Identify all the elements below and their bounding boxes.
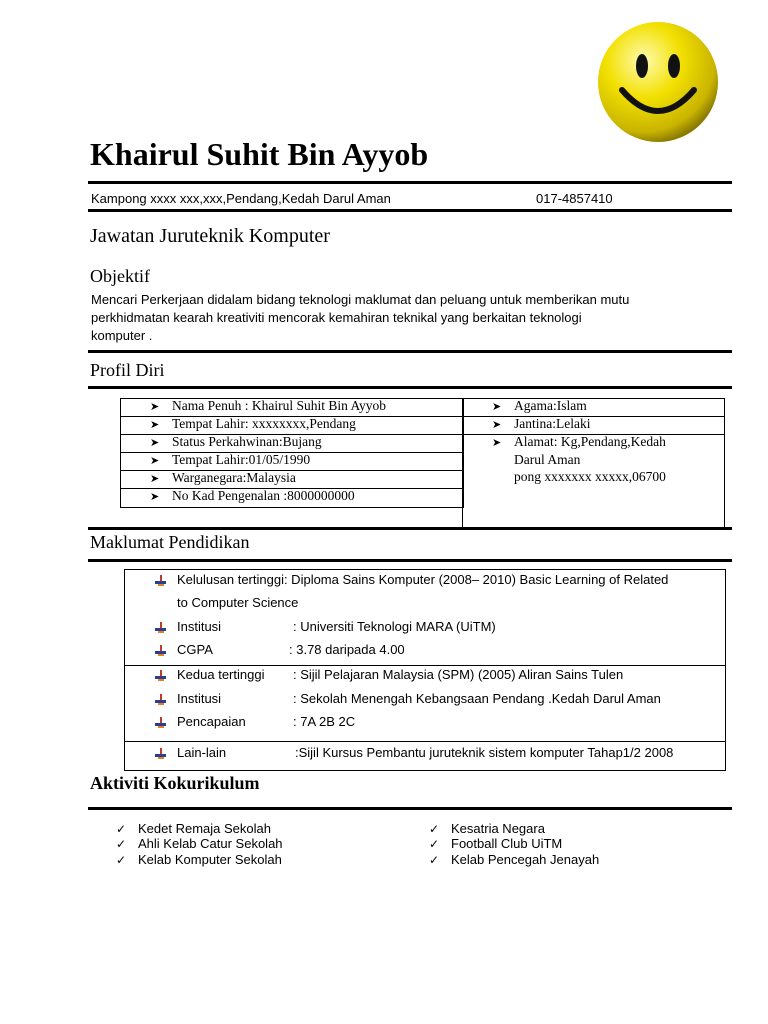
- aktiviti-item: ✓ Kedet Remaja Sekolah: [116, 821, 271, 836]
- candidate-name: Khairul Suhit Bin Ayyob: [90, 136, 429, 172]
- profil-item: ➤ Nama Penuh : Khairul Suhit Bin Ayyob: [150, 398, 387, 413]
- address-text: Kampong xxxx xxx,xxx,Pendang,Kedah Darul Aman: [91, 191, 391, 206]
- smiley-face-image: [596, 20, 720, 144]
- profil-item-alamat-line: pong xxxxxxx xxxxx,06700: [514, 469, 666, 484]
- profil-table: [120, 398, 724, 530]
- bullet-icon: [155, 748, 166, 759]
- objektif-heading: Objektif: [90, 266, 150, 286]
- arrow-icon: ➤: [492, 400, 502, 413]
- aktiviti-item: ✓ Kelab Pencegah Jenayah: [429, 852, 600, 867]
- profil-item: ➤ Warganegara:Malaysia: [150, 470, 296, 485]
- phone-text: 017-4857410: [536, 191, 613, 206]
- arrow-icon: ➤: [150, 436, 160, 449]
- aktiviti-item: ✓ Kesatria Negara: [429, 821, 545, 836]
- aktiviti-item: ✓ Football Club UiTM: [429, 836, 563, 851]
- bullet-icon: [155, 575, 166, 586]
- check-icon: ✓: [116, 853, 127, 867]
- arrow-icon: ➤: [492, 418, 502, 431]
- profil-item-alamat-line: Darul Aman: [514, 452, 581, 467]
- divider: [88, 209, 732, 212]
- aktiviti-item: ✓ Ahli Kelab Catur Sekolah: [116, 836, 283, 851]
- objektif-line: Mencari Perkerjaan didalam bidang teknologi maklumat dan peluang untuk memberikan mutu: [91, 292, 630, 307]
- objektif-line: perkhidmatan kearah kreativiti mencorak kemahiran teknikal yang berkaitan teknologi: [91, 310, 582, 325]
- aktiviti-heading: Aktiviti Kokurikulum: [90, 773, 260, 793]
- arrow-icon: ➤: [150, 472, 160, 485]
- check-icon: ✓: [116, 822, 127, 836]
- objektif-line: komputer .: [91, 328, 153, 343]
- objektif-paragraph: [91, 291, 701, 345]
- divider: [88, 527, 732, 530]
- check-icon: ✓: [116, 837, 127, 851]
- bullet-icon: [155, 717, 166, 728]
- profil-item: ➤ Tempat Lahir: xxxxxxxx,Pendang: [150, 416, 356, 431]
- check-icon: ✓: [429, 853, 440, 867]
- bullet-icon: [155, 645, 166, 656]
- profil-item: ➤ No Kad Pengenalan :8000000000: [150, 488, 355, 503]
- divider: [88, 559, 732, 562]
- profil-item: ➤ Tempat Lahir:01/05/1990: [150, 452, 311, 467]
- divider: [88, 386, 732, 389]
- profil-item-agama: ➤ Agama:Islam: [492, 398, 587, 413]
- arrow-icon: ➤: [150, 400, 160, 413]
- bullet-icon: [155, 694, 166, 705]
- arrow-icon: ➤: [150, 418, 160, 431]
- profil-item-jantina: ➤ Jantina:Lelaki: [492, 416, 591, 431]
- profil-item: ➤ Status Perkahwinan:Bujang: [150, 434, 322, 449]
- aktiviti-item: ✓ Kelab Komputer Sekolah: [116, 852, 282, 867]
- job-title: Jawatan Juruteknik Komputer: [90, 225, 330, 247]
- arrow-icon: ➤: [150, 490, 160, 503]
- pendidikan-box: Kelulusan tertinggi: Diploma Sains Komputer (2008– 2010) Basic Learning of Related to Computer Science Institusi : Universiti Teknologi MARA (UiTM) CGPA : 3.78 daripada 4.00 Kedua tertinggi : Sijil Pelajaran Malaysia (SPM) (2005) Aliran Sains Tulen Institusi : Sekolah Menengah Kebangsaan Pendang .Kedah Darul Aman Pencapaian : 7A 2B 2C Lain-lain :Sijil Kursus Pembantu juruteknik sistem komputer Tahap1/2 2008: [124, 569, 726, 771]
- bullet-icon: [155, 622, 166, 633]
- divider: [88, 350, 732, 353]
- check-icon: ✓: [429, 822, 440, 836]
- check-icon: ✓: [429, 837, 440, 851]
- pendidikan-heading: Maklumat Pendidikan: [90, 532, 250, 552]
- arrow-icon: ➤: [492, 436, 502, 449]
- divider: [125, 741, 725, 742]
- bullet-icon: [155, 670, 166, 681]
- edu-row-continued: to Computer Science: [177, 595, 299, 610]
- profil-item-alamat: ➤ Alamat: Kg,Pendang,Kedah: [492, 434, 666, 449]
- divider: [88, 807, 732, 810]
- divider: [88, 181, 732, 184]
- arrow-icon: ➤: [150, 454, 160, 467]
- divider: [125, 665, 725, 666]
- profil-heading: Profil Diri: [90, 360, 165, 380]
